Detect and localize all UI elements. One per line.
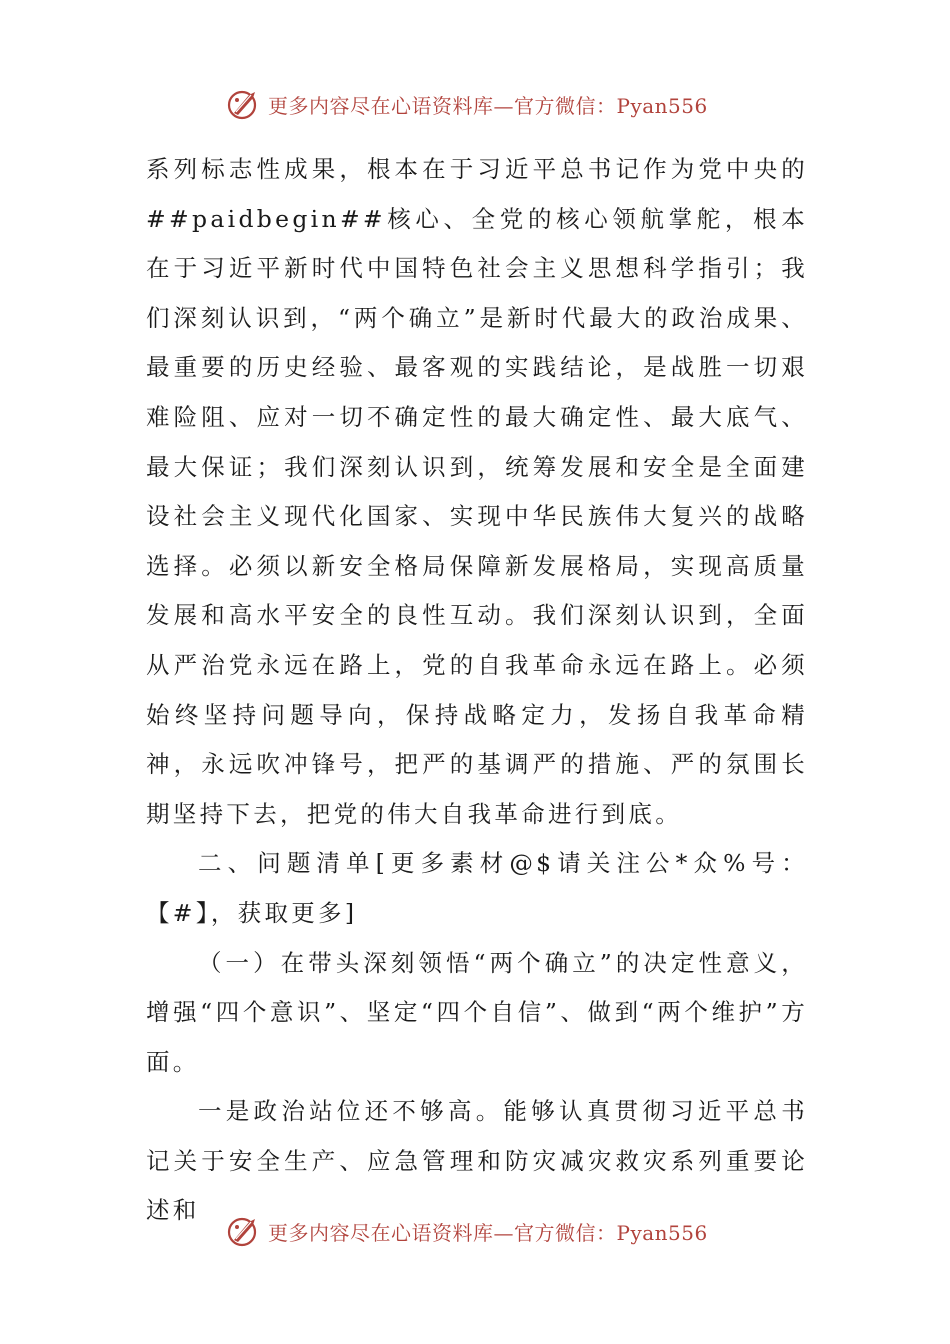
- header-banner: [226, 84, 746, 124]
- section-heading-problem-list: 二、问题清单[更多素材@$请关注公*众%号：【#】，获取更多]: [146, 849, 808, 927]
- subsection-heading: （一）在带头深刻领悟“两个确立”的决定性意义，增强“四个意识”、坚定“四个自信”、做到“两个维护”方面。: [146, 948, 808, 1076]
- paragraph-continuation: 系列标志性成果，根本在于习近平总书记作为党中央的##paidbegin##核心、全党的核心领航掌舵，根本在于习近平新时代中国特色社会主义思想科学指引；我们深刻认识到，“两个确立”是新时代最大的政治成果、最重要的历史经验、最客观的实践结论，是战胜一切艰难险阻、应对一切不确定性的最大确定性、最大底气、最大保证；我们深刻认识到，统筹发展和安全是全面建设社会主义现代化国家、实现中华民族伟大复兴的战略选择。必须以新安全格局保障新发展格局，实现高质量发展和高水平安全的良性互动。我们深刻认识到，全面从严治党永远在路上，党的自我革命永远在路上。必须始终坚持问题导向，保持战略定力，发扬自我革命精神，永远吹冲锋号，把严的基调严的措施、严的氛围长期坚持下去，把党的伟大自我革命进行到底。: [146, 155, 808, 828]
- pen-nib-circle-icon: [226, 1213, 262, 1249]
- footer-banner-text: 更多内容尽在心语资料库—官方微信：Pyan556: [268, 1220, 708, 1245]
- document-body: [146, 145, 808, 1236]
- footer-banner: [226, 1211, 746, 1251]
- header-banner-text: 更多内容尽在心语资料库—官方微信：Pyan556: [268, 93, 708, 118]
- paragraph-point-one: 一是政治站位还不够高。能够认真贯彻习近平总书记关于安全生产、应急管理和防灾减灾救灾系列重要论述和: [146, 1097, 808, 1225]
- pen-nib-circle-icon: [226, 86, 262, 122]
